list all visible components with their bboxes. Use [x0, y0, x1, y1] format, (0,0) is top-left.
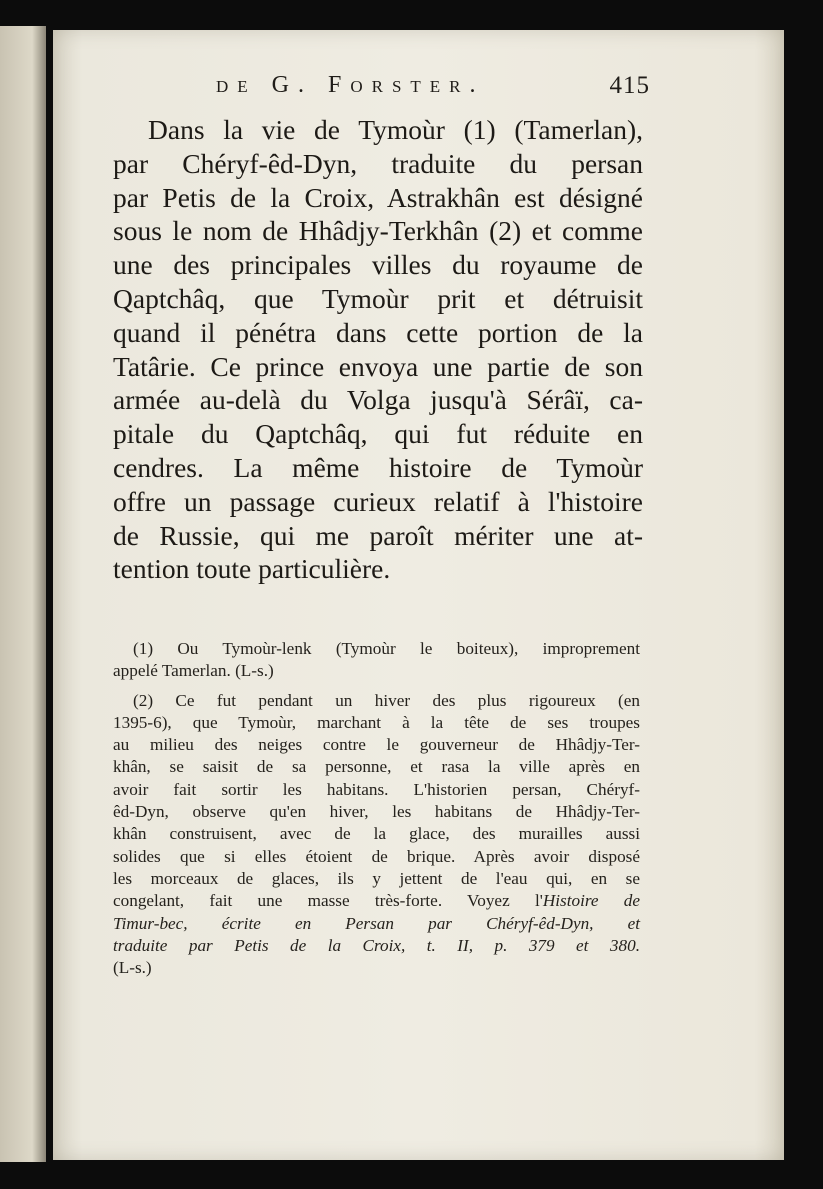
footnote-1	[113, 638, 640, 683]
footnote-line: (2) Ce fut pendant un hiver des plus rigoureux (en	[133, 690, 640, 710]
facing-page-edge	[0, 26, 46, 1162]
footnote-line: 1395-6), que Tymoùr, marchant à la tête de ses troupes	[113, 712, 640, 732]
text-line: par Chéryf-êd-Dyn, traduite du persan	[113, 147, 643, 179]
footnote-line: solides que si elles étoient de brique. Après avoir disposé	[113, 846, 640, 866]
footnote-line: appelé Tamerlan. (L-s.)	[113, 661, 274, 681]
text-line: pitale du Qaptchâq, qui fut réduite en	[113, 418, 643, 450]
footnote-line: êd-Dyn, observe qu'en hiver, les habitans de Hhâdjy-Ter-	[113, 802, 640, 822]
book-title-italic: Histoire de	[542, 891, 640, 911]
footnote-line: (1) Ou Tymoùr-lenk (Tymoùr le boiteux), improprement	[133, 639, 640, 658]
footnote-line: au milieu des neiges contre le gouverneur de Hhâdjy-Ter-	[113, 735, 640, 755]
footnote-line: khân, se saisit de sa personne, et rasa la ville après en	[113, 757, 640, 777]
text-line: par Petis de la Croix, Astrakhân est désigné	[113, 181, 643, 213]
footnote-line-italic: Timur-bec, écrite en Persan par Chéryf-êd-Dyn, et	[113, 913, 640, 933]
page-number: 415	[609, 72, 650, 99]
text-line: une des principales villes du royaume de	[113, 249, 643, 281]
text-line: armée au-delà du Volga jusqu'à Sérâï, ca-	[113, 384, 643, 416]
text-line: Dans la vie de Tymoùr (1) (Tamerlan),	[148, 114, 643, 145]
footnote-line: les morceaux de glaces, ils y jettent de l'eau qui, en se	[113, 868, 640, 888]
text-line: tention toute particulière.	[113, 553, 391, 585]
text-line: Tatârie. Ce prince envoya une partie de son	[113, 350, 643, 382]
footnote-line: avoir fait sortir les habitans. L'historien persan, Chéryf-	[113, 779, 640, 799]
footnote-line-with-italic	[113, 890, 640, 912]
footnotes	[113, 638, 640, 986]
text-line: offre un passage curieux relatif à l'histoire	[113, 485, 643, 517]
footnote-line-italic: traduite par Petis de la Croix, t. II, p. 379 et 380.	[113, 935, 640, 955]
text-line: cendres. La même histoire de Tymoùr	[113, 451, 643, 483]
footnote-line: khân construisent, avec de la glace, des murailles aussi	[113, 824, 640, 844]
text-line: sous le nom de Hhâdjy-Terkhân (2) et comme	[113, 215, 643, 247]
page-header	[148, 72, 650, 108]
footnote-line: (L-s.)	[113, 958, 152, 978]
footnote-2	[113, 690, 640, 980]
main-paragraph	[113, 113, 643, 586]
text-line: quand il pénétra dans cette portion de la	[113, 316, 643, 348]
running-head: de G. Forster.	[216, 72, 485, 98]
text-line: de Russie, qui me paroît mériter une at-	[113, 519, 643, 551]
text-line: Qaptchâq, que Tymoùr prit et détruisit	[113, 282, 643, 314]
footnote-text: congelant, fait une masse très-forte. Voyez l'	[113, 891, 543, 911]
